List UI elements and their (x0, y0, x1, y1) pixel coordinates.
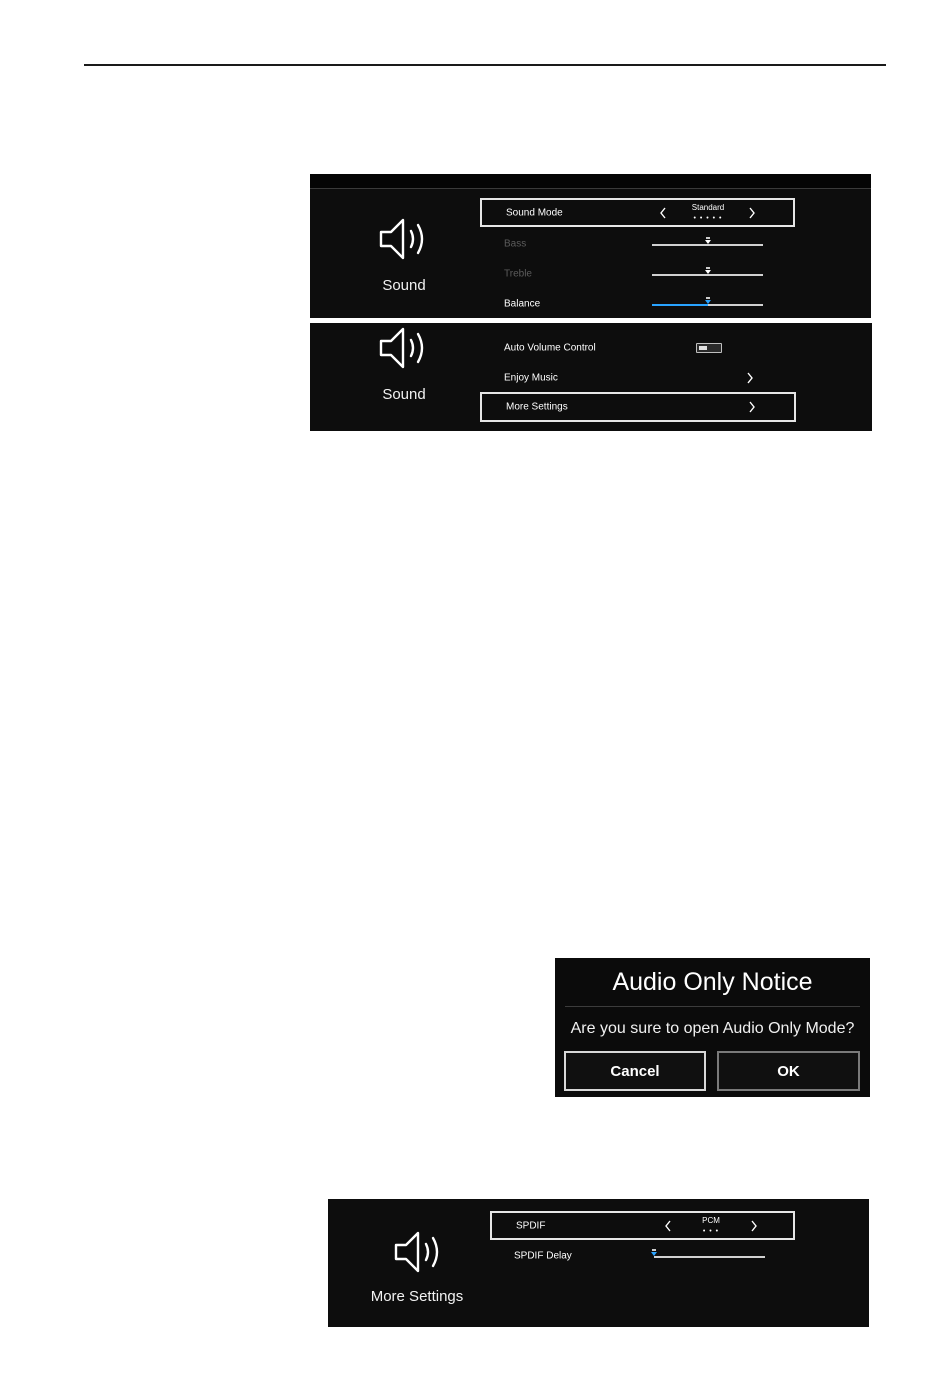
sound-panel-1 (310, 174, 871, 318)
slider-knob-icon[interactable] (704, 296, 712, 306)
bass-label: Bass (504, 238, 527, 249)
auto-volume-row[interactable] (480, 333, 795, 362)
spdif-delay-row[interactable] (490, 1241, 795, 1270)
cancel-button[interactable]: Cancel (564, 1051, 706, 1091)
sound-panel-2 (310, 323, 872, 431)
ok-button[interactable]: OK (717, 1051, 860, 1091)
balance-row[interactable] (480, 289, 795, 318)
chevron-right-icon[interactable] (747, 400, 757, 414)
dialog-message: Are you sure to open Audio Only Mode? (570, 1020, 855, 1037)
slider-knob-icon[interactable] (704, 236, 712, 246)
slider-knob-icon[interactable] (704, 266, 712, 276)
balance-label: Balance (504, 298, 541, 309)
treble-slider[interactable] (652, 274, 763, 276)
spdif-delay-slider[interactable] (654, 1256, 765, 1258)
slider-knob-icon[interactable] (650, 1248, 658, 1258)
sound-mode-label: Sound Mode (506, 207, 563, 218)
panel-top-bar (310, 174, 871, 189)
dialog-divider (565, 1006, 860, 1007)
category-label: Sound (382, 277, 426, 294)
chevron-right-icon[interactable] (747, 206, 757, 220)
bass-row[interactable] (480, 229, 795, 258)
treble-label: Treble (504, 268, 532, 279)
category-label: Sound (382, 386, 426, 403)
spdif-row[interactable] (490, 1211, 795, 1240)
chevron-right-icon[interactable] (745, 371, 755, 385)
chevron-left-icon[interactable] (658, 206, 668, 220)
chevron-right-icon[interactable] (749, 1219, 759, 1233)
auto-volume-label: Auto Volume Control (504, 342, 596, 353)
more-settings-label: More Settings (506, 401, 568, 413)
more-settings-row[interactable] (480, 392, 796, 422)
category-label: More Settings (370, 1288, 464, 1305)
speaker-icon (393, 1229, 445, 1275)
speaker-icon (378, 325, 430, 371)
speaker-icon (378, 216, 430, 262)
spdif-page-dots: • • • (702, 1228, 720, 1235)
toggle-thumb (699, 346, 707, 350)
auto-volume-toggle[interactable] (696, 343, 722, 353)
page-header-rule (84, 64, 886, 66)
dialog-title: Audio Only Notice (612, 968, 813, 996)
sound-mode-value: Standard (691, 203, 725, 212)
treble-row[interactable] (480, 259, 795, 288)
sound-mode-page-dots: • • • • • (693, 215, 723, 222)
slider-fill (652, 304, 708, 306)
more-settings-panel (328, 1199, 869, 1327)
spdif-delay-label: SPDIF Delay (514, 1250, 572, 1261)
enjoy-music-row[interactable] (480, 363, 795, 392)
spdif-value: PCM (702, 1216, 720, 1225)
sound-mode-row[interactable] (480, 198, 795, 227)
audio-only-dialog (555, 958, 870, 1097)
spdif-label: SPDIF (516, 1220, 546, 1231)
enjoy-music-label: Enjoy Music (504, 372, 558, 383)
bass-slider[interactable] (652, 244, 763, 246)
balance-slider[interactable] (652, 304, 763, 306)
chevron-left-icon[interactable] (663, 1219, 673, 1233)
